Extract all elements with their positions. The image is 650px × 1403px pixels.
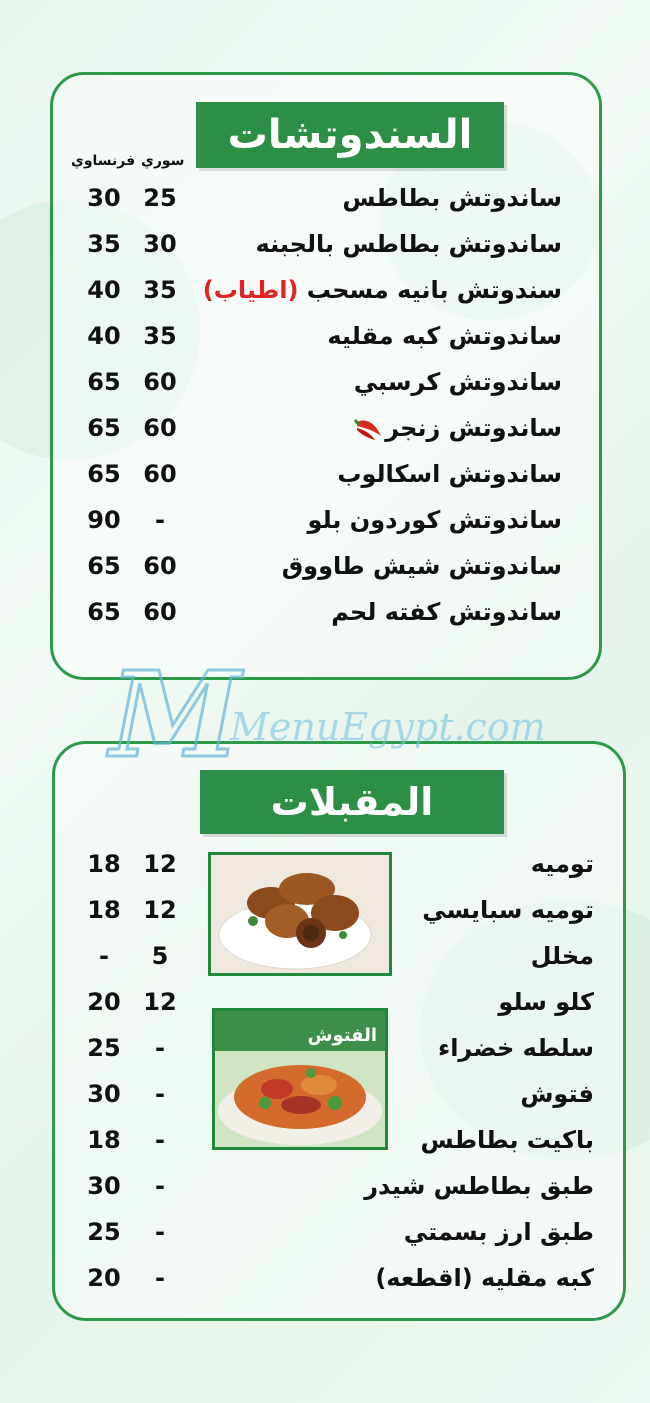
price-french: 18 (87, 850, 121, 878)
menu-item-name (421, 1120, 594, 1160)
menu-item-name (354, 362, 562, 402)
price-french: 20 (87, 988, 121, 1016)
price-syrian: - (155, 506, 165, 534)
menu-item-name-text: فتوش (520, 1080, 594, 1108)
menu-item-name (337, 454, 562, 494)
menu-item-name (327, 316, 562, 356)
menu-item-name (404, 1212, 594, 1252)
menu-item-name-text: ساندوتش زنجر (385, 414, 562, 442)
section-title-appetizers: المقبلات (200, 770, 504, 834)
price-syrian: 60 (143, 598, 177, 626)
price-french: 20 (87, 1264, 121, 1292)
menu-item-name (364, 1166, 594, 1206)
menu-item-row (0, 1258, 650, 1298)
price-french: 18 (87, 1126, 121, 1154)
watermark-text: MenuEgypt.com (230, 705, 546, 749)
menu-item-name (203, 270, 562, 310)
price-syrian: 60 (143, 368, 177, 396)
price-french: 30 (87, 184, 121, 212)
price-french: 35 (87, 230, 121, 258)
menu-item-name-text: ساندوتش اسكالوب (337, 460, 562, 488)
price-syrian: - (155, 1264, 165, 1292)
menu-item-name-text: مخلل (530, 942, 594, 970)
price-syrian: - (155, 1218, 165, 1246)
menu-item-name-text: توميه سبايسي (422, 896, 594, 924)
price-french: 18 (87, 896, 121, 924)
menu-item-name (422, 890, 594, 930)
menu-item-row (0, 224, 650, 264)
menu-item-name-text: ساندوتش كرسبي (353, 368, 562, 396)
menu-item-name (520, 1074, 594, 1114)
menu-item-row (0, 362, 650, 402)
price-french: 65 (87, 368, 121, 396)
menu-item-row (0, 1212, 650, 1252)
price-french: 25 (87, 1034, 121, 1062)
menu-item-name-text: ساندوتش شيش طاووق (281, 552, 562, 580)
menu-item-tag: (اطياب) (202, 276, 299, 304)
menu-item-name-text: ساندوتش كبه مقليه (327, 322, 562, 350)
price-syrian: 30 (143, 230, 177, 258)
chili-pepper-icon (351, 416, 385, 442)
menu-item-name-text: ساندوتش كفته لحم (331, 598, 562, 626)
fattoush-photo (212, 1008, 388, 1150)
menu-item-row (0, 454, 650, 494)
menu-item-name (531, 844, 594, 884)
price-syrian: 35 (143, 276, 177, 304)
price-french: 90 (87, 506, 121, 534)
menu-item-row (0, 316, 650, 356)
price-french: 65 (87, 598, 121, 626)
menu-item-row (0, 500, 650, 540)
menu-item-row (0, 270, 650, 310)
menu-item-name-text: ساندوتش بطاطس بالجبنه (255, 230, 562, 258)
menu-item-name (347, 408, 562, 448)
watermark-logo-m: M (110, 645, 241, 784)
menu-item-name-text: طبق ارز بسمتي (403, 1218, 594, 1246)
menu-item-name-text: كبه مقليه (اقطعه) (375, 1264, 594, 1292)
price-syrian: 5 (151, 942, 169, 970)
menu-item-name (498, 982, 594, 1022)
menu-item-name (308, 500, 562, 540)
price-syrian: 60 (143, 460, 177, 488)
price-french: - (99, 942, 109, 970)
menu-item-name (375, 1258, 594, 1298)
price-french: 30 (87, 1080, 121, 1108)
price-french: 40 (87, 276, 121, 304)
price-syrian: - (155, 1080, 165, 1108)
menu-item-row (0, 592, 650, 632)
price-syrian: 12 (143, 896, 177, 924)
fattoush-photo-label: الفتوش (307, 1025, 377, 1046)
price-syrian: 12 (143, 850, 177, 878)
menu-item-row (0, 408, 650, 448)
section-title-sandwiches: السندوتشات (196, 102, 504, 168)
menu-item-name (531, 936, 594, 976)
menu-item-row (0, 178, 650, 218)
menu-item-name-text: سلطه خضراء (437, 1034, 594, 1062)
price-syrian: 35 (143, 322, 177, 350)
column-header-french: فرنساوي (71, 153, 136, 169)
menu-item-name-text: ساندوتش كوردون بلو (307, 506, 562, 534)
price-french: 40 (87, 322, 121, 350)
price-syrian: 25 (143, 184, 177, 212)
price-french: 65 (87, 414, 121, 442)
menu-item-name (256, 224, 562, 264)
menu-item-name-text: ساندوتش بطاطس (342, 184, 562, 212)
price-syrian: - (155, 1172, 165, 1200)
price-syrian: - (155, 1126, 165, 1154)
menu-item-row (0, 1166, 650, 1206)
price-french: 65 (87, 552, 121, 580)
menu-item-name (282, 546, 562, 586)
menu-item-name-text: توميه (530, 850, 594, 878)
menu-item-row (0, 546, 650, 586)
price-french: 25 (87, 1218, 121, 1246)
menu-item-name-text: باكيت بطاطس (420, 1126, 594, 1154)
menu-item-name-text: كلو سلو (498, 988, 594, 1016)
price-french: 30 (87, 1172, 121, 1200)
kibbeh-photo (208, 852, 392, 976)
menu-item-name-text: سندوتش بانيه مسحب (306, 276, 562, 304)
menu-item-name-text: طبق بطاطس شيدر (364, 1172, 594, 1200)
price-syrian: 12 (143, 988, 177, 1016)
price-syrian: 60 (143, 552, 177, 580)
price-french: 65 (87, 460, 121, 488)
column-header-syrian: سوري (141, 153, 185, 169)
menu-item-name (438, 1028, 594, 1068)
menu-item-name (342, 178, 562, 218)
menu-item-name (331, 592, 562, 632)
price-syrian: 60 (143, 414, 177, 442)
price-syrian: - (155, 1034, 165, 1062)
